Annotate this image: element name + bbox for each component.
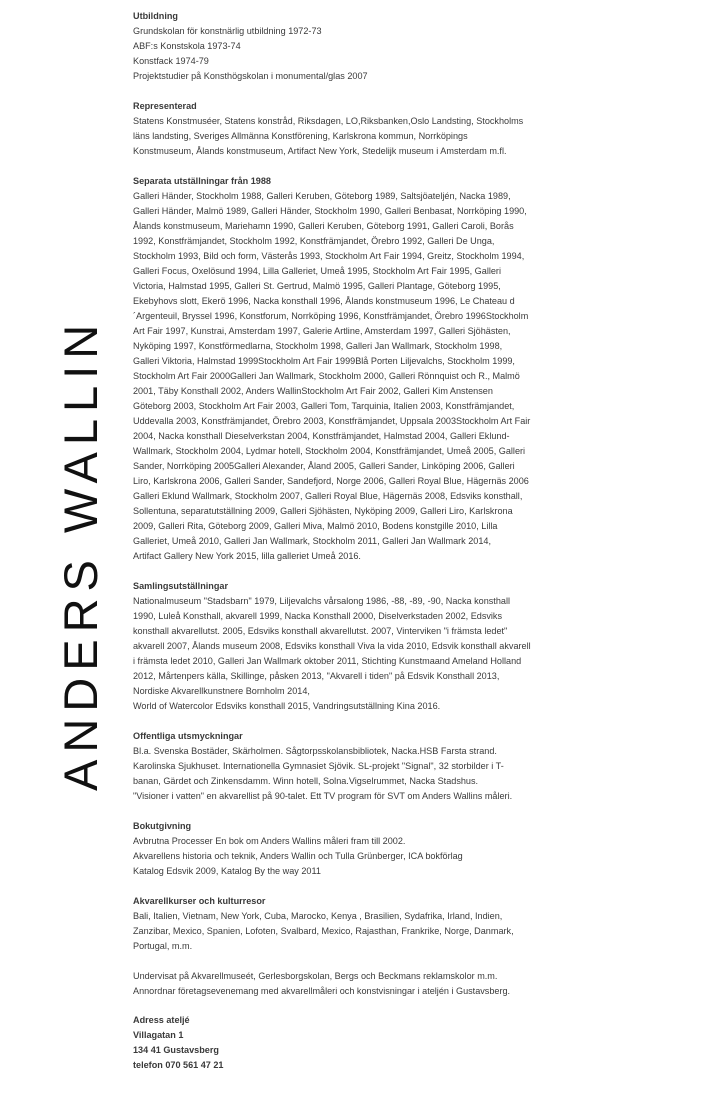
section-heading: Akvarellkurser och kulturresor [133, 896, 266, 906]
section-text-line: Projektstudier på Konsthögskolan i monumental/glas 2007 [133, 71, 368, 81]
address-heading: Adress ateljé [133, 1015, 190, 1025]
section-text-line: Ålands konstmuseum, Mariehamn 1990, Galleri Keruben, Göteborg 1991, Galleri Caroli, Borås [133, 221, 514, 231]
section-text-line: Uddevalla 2003, Konstfrämjandet, Örebro 2003, Konstfrämjandet, Uppsala 2003Stockholm Art Fair [133, 416, 531, 426]
section-text-line: Nationalmuseum "Stadsbarn" 1979, Liljevalchs vårsalong 1986, -88, -89, -90, Nacka konsthall [133, 596, 510, 606]
section-text-line: Art Fair 1997, Kunstrai, Amsterdam 1997, Galerie Artline, Amsterdam 1997, Galleri Sjöhästen, [133, 326, 511, 336]
section-heading: Bokutgivning [133, 821, 192, 831]
cv-section [133, 579, 578, 714]
section-text-line: Galleriet, Umeå 2010, Galleri Jan Wallmark, Stockholm 2011, Galleri Jan Wallmark 2014, [133, 536, 491, 546]
address-section [133, 1013, 224, 1073]
section-text-line: 1992, Konstfrämjandet, Stockholm 1992, Konstfrämjandet, Örebro 1992, Galleri De Unga, [133, 236, 495, 246]
cv-section [133, 99, 578, 159]
section-text-line: 2009, Galleri Rita, Göteborg 2009, Galleri Miva, Malmö 2010, Bodens konstgille 2010, Lilla [133, 521, 498, 531]
section-text-line: Sollentuna, separatutställning 2009, Galleri Sjöhästen, Nyköping 2009, Galleri Liro, Karlskrona [133, 506, 513, 516]
section-text-line: Galleri Händer, Stockholm 1988, Galleri Keruben, Göteborg 1989, Saltsjöateljén, Nacka 1989, [133, 191, 511, 201]
section-text-line: Avbrutna Processer En bok om Anders Wallins måleri fram till 2002. [133, 836, 406, 846]
section-text-line: Sander, Norrköping 2005Galleri Alexander, Åland 2005, Galleri Sander, Linköping 2006, Galleri [133, 461, 515, 471]
section-text-line: Nyköping 1997, Konstförmedlarna, Stockholm 1998, Galleri Jan Wallmark, Stockholm 1998, [133, 341, 503, 351]
section-text-line: konsthall akvarellutst. 2005, Edsviks konsthall akvarellutst. 2007, Vinterviken "i främsta ledet" [133, 626, 508, 636]
cv-section [133, 894, 578, 954]
section-text-line: 1990, Luleå Konsthall, akvarell 1999, Nacka Konsthall 2000, Diselverkstaden 2002, Edsviks [133, 611, 503, 621]
section-text-line: Nordiske Akvarellkunstnere Bornholm 2014, [133, 686, 310, 696]
section-text-line: Stockholm Art Fair 2000Galleri Jan Wallmark, Stockholm 2000, Galleri Rönnquist och R., Malmö [133, 371, 520, 381]
cv-section [133, 9, 578, 84]
section-text-line: Bali, Italien, Vietnam, New York, Cuba, Marocko, Kenya , Brasilien, Sydafrika, Irland, Indien, [133, 911, 503, 921]
section-text-line: Akvarellens historia och teknik, Anders Wallin och Tulla Grünberger, ICA bokförlag [133, 851, 463, 861]
section-text-line: Galleri Viktoria, Halmstad 1999Stockholm Art Fair 1999Blå Porten Liljevalchs, Stockholm 1999, [133, 356, 515, 366]
address-line: telefon 070 561 47 21 [133, 1060, 224, 1070]
section-text-line: Karolinska Sjukhuset. Internationella Gymnasiet Sjövik. SL-projekt "Signal", 32 storbilder i T- [133, 761, 504, 771]
section-text-line: Undervisat på Akvarellmuseét, Gerlesborgskolan, Bergs och Beckmans reklamskolor m.m. [133, 971, 498, 981]
section-heading: Offentliga utsmyckningar [133, 731, 243, 741]
section-heading: Utbildning [133, 11, 178, 21]
cv-section [133, 729, 578, 804]
artist-name-vertical: ANDERS WALLIN [54, 317, 107, 791]
section-text-line: Galleri Eklund Wallmark, Stockholm 2007, Galleri Royal Blue, Hägernäs 2008, Edsviks konsthall, [133, 491, 523, 501]
section-text-line: Artifact Gallery New York 2015, lilla galleriet Umeå 2016. [133, 551, 361, 561]
section-heading: Separata utställningar från 1988 [133, 176, 271, 186]
section-text-line: Katalog Edsvik 2009, Katalog By the way 2011 [133, 866, 321, 876]
cv-section [133, 969, 578, 999]
section-text-line: Ekebyhovs slott, Ekerö 1996, Nacka konsthall 1996, Ålands konstmuseum 1996, Le Chateau d [133, 296, 515, 306]
section-text-line: ABF:s Konstskola 1973-74 [133, 41, 241, 51]
section-text-line: Grundskolan för konstnärlig utbildning 1972-73 [133, 26, 322, 36]
section-text-line: i främsta ledet 2010, Galleri Jan Wallmark oktober 2011, Stichting Kunstmaand Ameland Holland [133, 656, 522, 666]
section-text-line: World of Watercolor Edsviks konsthall 2015, Vandringsutställning Kina 2016. [133, 701, 441, 711]
section-text-line: "Visioner i vatten" en akvarellist på 90-talet. Ett TV program för SVT om Anders Wallins måleri. [133, 791, 513, 801]
section-text-line: Konstfack 1974-79 [133, 56, 209, 66]
section-heading: Representerad [133, 101, 197, 111]
section-text-line: akvarell 2007, Ålands museum 2008, Edsviks konsthall Viva la vida 2010, Edsvik konsthall akvarell [133, 641, 531, 651]
cv-section [133, 174, 578, 564]
section-text-line: Bl.a. Svenska Bostäder, Skärholmen. Sågtorpsskolansbibliotek, Nacka.HSB Farsta strand. [133, 746, 497, 756]
section-text-line: Konstmuseum, Ålands konstmuseum, Artifact New York, Stedelijk museum i Amsterdam m.fl. [133, 146, 507, 156]
section-text-line: Victoria, Halmstad 1995, Galleri St. Gertrud, Malmö 1995, Galleri Plantage, Göteborg 1995, [133, 281, 501, 291]
address-line: 134 41 Gustavsberg [133, 1045, 219, 1055]
section-heading: Samlingsutställningar [133, 581, 228, 591]
section-text-line: läns landsting, Sveriges Allmänna Konstförening, Karlskrona kommun, Norrköpings [133, 131, 468, 141]
section-text-line: Portugal, m.m. [133, 941, 193, 951]
section-text-line: 2001, Täby Konsthall 2002, Anders WallinStockholm Art Fair 2002, Galleri Kim Anstensen [133, 386, 493, 396]
section-text-line: Galleri Focus, Oxelösund 1994, Lilla Galleriet, Umeå 1995, Stockholm Art Fair 1995, Galleri [133, 266, 501, 276]
section-text-line: Stockholm 1993, Bild och form, Västerås 1993, Stockholm Art Fair 1994, Greitz, Stockholm 1994, [133, 251, 525, 261]
cv-content [133, 9, 578, 1014]
section-text-line: Annordnar företagsevenemang med akvarellmåleri och konstvisningar i ateljén i Gustavsberg. [133, 986, 511, 996]
section-text-line: Statens Konstmuséer, Statens konstråd, Riksdagen, LO,Riksbanken,Oslo Landsting, Stockholms [133, 116, 524, 126]
section-text-line: Zanzibar, Mexico, Spanien, Lofoten, Svalbard, Mexico, Rajasthan, Frankrike, Norge, Danmark, [133, 926, 514, 936]
section-text-line: Wallmark, Stockholm 2004, Lydmar hotell, Stockholm 2004, Konstfrämjandet, Umeå 2005, Galleri [133, 446, 526, 456]
section-text-line: Göteborg 2003, Stockholm Art Fair 2003, Galleri Tom, Tarquinia, Italien 2003, Konstfrämjandet, [133, 401, 515, 411]
cv-section [133, 819, 578, 879]
section-text-line: ´Argenteuil, Bryssel 1996, Konstforum, Norrköping 1996, Konstfrämjandet, Örebro 1996Stockholm [133, 311, 529, 321]
section-text-line: 2012, Mårtenpers källa, Skillinge, påsken 2013, "Akvarell i tiden" på Edsvik Konsthall 2013, [133, 671, 500, 681]
section-text-line: banan, Gärdet och Zinkensdamm. Winn hotell, Solna.Vigselrummet, Nacka Stadshus. [133, 776, 479, 786]
section-text-line: Galleri Händer, Malmö 1989, Galleri Händer, Stockholm 1990, Galleri Benbasat, Norrköping 1990, [133, 206, 527, 216]
address-line: Villagatan 1 [133, 1030, 184, 1040]
section-text-line: Liro, Karlskrona 2006, Galleri Sander, Sandefjord, Norge 2006, Galleri Royal Blue, Hägernäs 2006 [133, 476, 529, 486]
section-text-line: 2004, Nacka konsthall Dieselverkstan 2004, Konstfrämjandet, Halmstad 2004, Galleri Eklund- [133, 431, 510, 441]
